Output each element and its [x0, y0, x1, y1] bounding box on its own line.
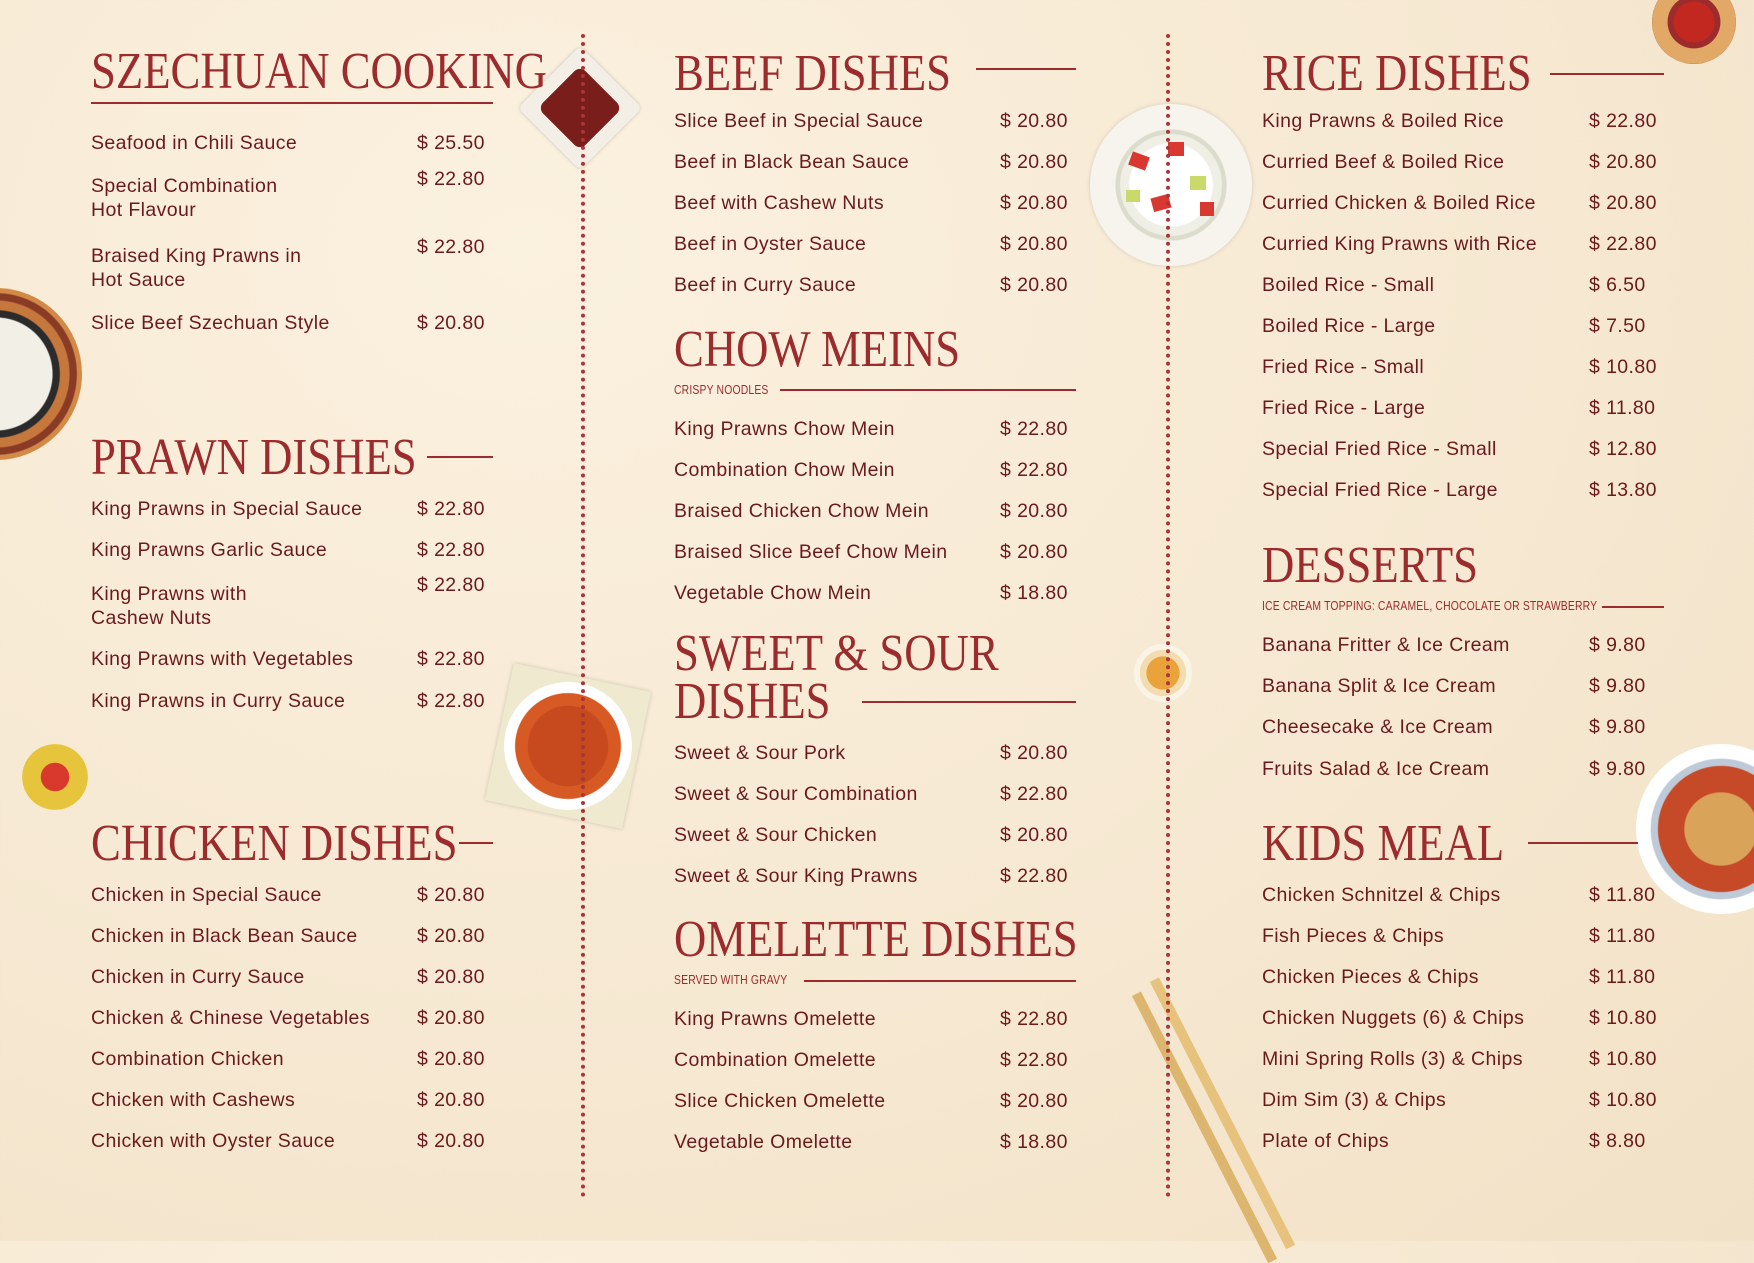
menu-item-price: $ 25.50 — [417, 132, 485, 154]
menu-item-name: Beef with Cashew Nuts — [674, 192, 884, 214]
tea-cup-icon — [1134, 644, 1192, 702]
menu-item-price: $ 10.80 — [1589, 1048, 1657, 1070]
menu-item-price: $ 22.80 — [417, 539, 485, 561]
menu-item-name: Fish Pieces & Chips — [1262, 925, 1445, 947]
menu-item-price: $ 20.80 — [417, 966, 485, 988]
menu-item-price: $ 12.80 — [1589, 438, 1657, 460]
menu-item-price: $ 22.80 — [1000, 1008, 1068, 1030]
menu-item-name: King Prawns with Cashew Nuts — [91, 583, 247, 629]
menu-item-name: Chicken Schnitzel & Chips — [1262, 884, 1501, 906]
section-beef-dishes — [674, 45, 1076, 296]
menu-item-price: $ 11.80 — [1589, 966, 1656, 988]
menu-item-price: $ 9.80 — [1589, 716, 1646, 738]
menu-item-name: Fruits Salad & Ice Cream — [1262, 758, 1490, 780]
menu-item-name: Slice Beef Szechuan Style — [91, 312, 330, 334]
menu-item-name: Chicken & Chinese Vegetables — [91, 1007, 370, 1029]
menu-item-name: Boiled Rice - Small — [1262, 274, 1435, 296]
menu-item-price: $ 22.80 — [1589, 110, 1657, 132]
menu-item-name: Slice Chicken Omelette — [674, 1090, 886, 1112]
section-title: PRAWN DISHES — [91, 429, 417, 486]
section-title: BEEF DISHES — [674, 45, 952, 102]
menu-item-name: Chicken Nuggets (6) & Chips — [1262, 1007, 1525, 1029]
rice-bowl-icon — [1090, 104, 1252, 266]
menu-item-name: Seafood in Chili Sauce — [91, 132, 298, 154]
menu-item-name: Chicken with Cashews — [91, 1089, 296, 1111]
menu-item-price: $ 20.80 — [1000, 541, 1068, 563]
menu-item-price: $ 20.80 — [1000, 824, 1068, 846]
salad-plate-icon — [0, 288, 82, 460]
menu-item-name: Beef in Black Bean Sauce — [674, 151, 910, 173]
title-rule — [780, 389, 1076, 391]
menu-item-price: $ 18.80 — [1000, 582, 1068, 604]
menu-item-price: $ 20.80 — [1589, 192, 1657, 214]
title-rule — [459, 842, 493, 844]
section-title: SWEET & SOUR DISHES — [674, 625, 999, 730]
menu-item-name: Cheesecake & Ice Cream — [1262, 716, 1493, 738]
menu-item-price: $ 20.80 — [1000, 151, 1068, 173]
menu-item-price: $ 22.80 — [417, 574, 485, 596]
menu-item-price: $ 20.80 — [1000, 1090, 1068, 1112]
menu-item-price: $ 11.80 — [1589, 397, 1656, 419]
menu-item-price: $ 20.80 — [1000, 500, 1068, 522]
noodle-soup-icon — [485, 663, 651, 829]
menu-item-price: $ 20.80 — [417, 1130, 485, 1152]
menu-item-price: $ 22.80 — [417, 168, 485, 190]
menu-item-price: $ 9.80 — [1589, 634, 1646, 656]
menu-item-name: Combination Omelette — [674, 1049, 877, 1071]
menu-item-name: Chicken in Special Sauce — [91, 884, 322, 906]
column-divider — [581, 34, 585, 1198]
menu-item-name: Vegetable Chow Mein — [674, 582, 872, 604]
menu-item-name: Combination Chow Mein — [674, 459, 895, 481]
section-chicken-dishes — [91, 815, 493, 1152]
section-rice-dishes — [1262, 45, 1664, 501]
menu-item-name: Special Fried Rice - Large — [1262, 479, 1498, 501]
section-title: CHICKEN DISHES — [91, 815, 458, 872]
plate-icon — [1652, 0, 1736, 64]
title-rule — [862, 701, 1076, 703]
menu-item-price: $ 22.80 — [417, 690, 485, 712]
menu-item-name: Chicken in Curry Sauce — [91, 966, 305, 988]
menu-item-name: Curried Beef & Boiled Rice — [1262, 151, 1505, 173]
menu-item-price: $ 18.80 — [1000, 1131, 1068, 1153]
menu-item-name: King Prawns in Special Sauce — [91, 498, 363, 520]
title-underline — [91, 102, 493, 104]
menu-item-price: $ 7.50 — [1589, 315, 1646, 337]
menu-item-name: Special Fried Rice - Small — [1262, 438, 1497, 460]
menu-item-price: $ 20.80 — [1000, 742, 1068, 764]
menu-item-price: $ 6.50 — [1589, 274, 1646, 296]
menu-item-price: $ 20.80 — [1589, 151, 1657, 173]
menu-item-price: $ 20.80 — [1000, 192, 1068, 214]
menu-item-name: Banana Fritter & Ice Cream — [1262, 634, 1510, 656]
title-rule — [804, 980, 1076, 982]
menu-item-price: $ 11.80 — [1589, 925, 1656, 947]
menu-item-price: $ 20.80 — [417, 1089, 485, 1111]
menu-item-price: $ 20.80 — [1000, 110, 1068, 132]
menu-item-price: $ 9.80 — [1589, 675, 1646, 697]
section-kids-meal — [1262, 815, 1664, 1152]
menu-item-name: Chicken Pieces & Chips — [1262, 966, 1479, 988]
section-title: CHOW MEINS — [674, 321, 961, 378]
section-sweet-sour-dishes — [674, 625, 1076, 887]
menu-item-price: $ 10.80 — [1589, 1089, 1657, 1111]
menu-item-name: Curried Chicken & Boiled Rice — [1262, 192, 1536, 214]
section-title: RICE DISHES — [1262, 45, 1532, 102]
menu-item-name: Beef in Curry Sauce — [674, 274, 857, 296]
menu-item-price: $ 20.80 — [417, 1007, 485, 1029]
title-rule — [1528, 842, 1638, 844]
menu-item-name: Sweet & Sour Combination — [674, 783, 918, 805]
menu-item-price: $ 10.80 — [1589, 1007, 1657, 1029]
menu-item-name: Banana Split & Ice Cream — [1262, 675, 1496, 697]
section-szechuan-cooking — [91, 43, 547, 334]
menu-item-price: $ 20.80 — [417, 925, 485, 947]
section-subtitle: SERVED WITH GRAVY — [674, 972, 788, 987]
menu-item-price: $ 22.80 — [1589, 233, 1657, 255]
menu-item-price: $ 22.80 — [1000, 1049, 1068, 1071]
menu-item-price: $ 10.80 — [1589, 356, 1657, 378]
menu-item-name: Beef in Oyster Sauce — [674, 233, 867, 255]
menu-item-name: King Prawns Garlic Sauce — [91, 539, 328, 561]
section-title: OMELETTE DISHES — [674, 911, 1078, 968]
menu-item-name: Sweet & Sour King Prawns — [674, 865, 918, 887]
menu-item-name: Plate of Chips — [1262, 1130, 1389, 1152]
section-omelette-dishes — [674, 911, 1078, 1153]
menu-item-name: Braised King Prawns in Hot Sauce — [91, 245, 302, 291]
menu-item-price: $ 20.80 — [417, 312, 485, 334]
menu-item-name: King Prawns with Vegetables — [91, 648, 354, 670]
menu-item-name: Mini Spring Rolls (3) & Chips — [1262, 1048, 1523, 1070]
chopsticks-icon — [1132, 991, 1277, 1263]
menu-item-price: $ 22.80 — [417, 236, 485, 258]
menu-item-price: $ 22.80 — [1000, 865, 1068, 887]
menu-item-price: $ 20.80 — [1000, 274, 1068, 296]
menu-item-price: $ 22.80 — [417, 498, 485, 520]
menu-item-name: Chicken with Oyster Sauce — [91, 1130, 336, 1152]
menu-item-price: $ 20.80 — [1000, 233, 1068, 255]
section-desserts — [1262, 537, 1664, 780]
menu-item-price: $ 22.80 — [1000, 418, 1068, 440]
section-title: DESSERTS — [1262, 537, 1479, 594]
menu-item-name: Combination Chicken — [91, 1048, 284, 1070]
menu-item-name: Vegetable Omelette — [674, 1131, 853, 1153]
section-prawn-dishes — [91, 429, 493, 712]
menu-item-price: $ 20.80 — [417, 1048, 485, 1070]
title-rule — [976, 68, 1076, 70]
section-title: SZECHUAN COOKING — [91, 43, 547, 100]
menu-item-name: Sweet & Sour Pork — [674, 742, 846, 764]
title-rule — [427, 456, 493, 458]
menu-item-name: Curried King Prawns with Rice — [1262, 233, 1537, 255]
menu-item-name: Fried Rice - Small — [1262, 356, 1425, 378]
menu-item-price: $ 8.80 — [1589, 1130, 1646, 1152]
menu-item-name: Braised Slice Beef Chow Mein — [674, 541, 948, 563]
menu-item-name: Sweet & Sour Chicken — [674, 824, 878, 846]
menu-item-price: $ 9.80 — [1589, 758, 1646, 780]
menu-item-price: $ 11.80 — [1589, 884, 1656, 906]
title-rule — [1602, 606, 1664, 608]
menu-item-name: Special Combination Hot Flavour — [91, 175, 278, 221]
menu-item-price: $ 13.80 — [1589, 479, 1657, 501]
menu-item-name: King Prawns Omelette — [674, 1008, 877, 1030]
section-title: KIDS MEAL — [1262, 815, 1505, 872]
menu-item-name: King Prawns Chow Mein — [674, 418, 895, 440]
menu-item-name: Braised Chicken Chow Mein — [674, 500, 929, 522]
menu-item-name: Fried Rice - Large — [1262, 397, 1426, 419]
menu-item-name: Boiled Rice - Large — [1262, 315, 1436, 337]
salad-bowl-icon — [22, 744, 88, 810]
section-subtitle: CRISPY NOODLES — [674, 382, 769, 397]
menu-item-name: King Prawns & Boiled Rice — [1262, 110, 1504, 132]
menu-item-name: King Prawns in Curry Sauce — [91, 690, 346, 712]
section-chow-meins — [674, 321, 1076, 604]
menu-item-price: $ 22.80 — [417, 648, 485, 670]
column-divider — [1166, 34, 1170, 1198]
menu-item-name: Slice Beef in Special Sauce — [674, 110, 924, 132]
menu-item-price: $ 20.80 — [417, 884, 485, 906]
menu-item-name: Dim Sim (3) & Chips — [1262, 1089, 1447, 1111]
menu-item-name: Chicken in Black Bean Sauce — [91, 925, 358, 947]
menu-item-price: $ 22.80 — [1000, 783, 1068, 805]
section-subtitle: ICE CREAM TOPPING: CARAMEL, CHOCOLATE OR STRAWBERRY — [1262, 598, 1598, 613]
title-rule — [1550, 73, 1664, 75]
menu-item-price: $ 22.80 — [1000, 459, 1068, 481]
